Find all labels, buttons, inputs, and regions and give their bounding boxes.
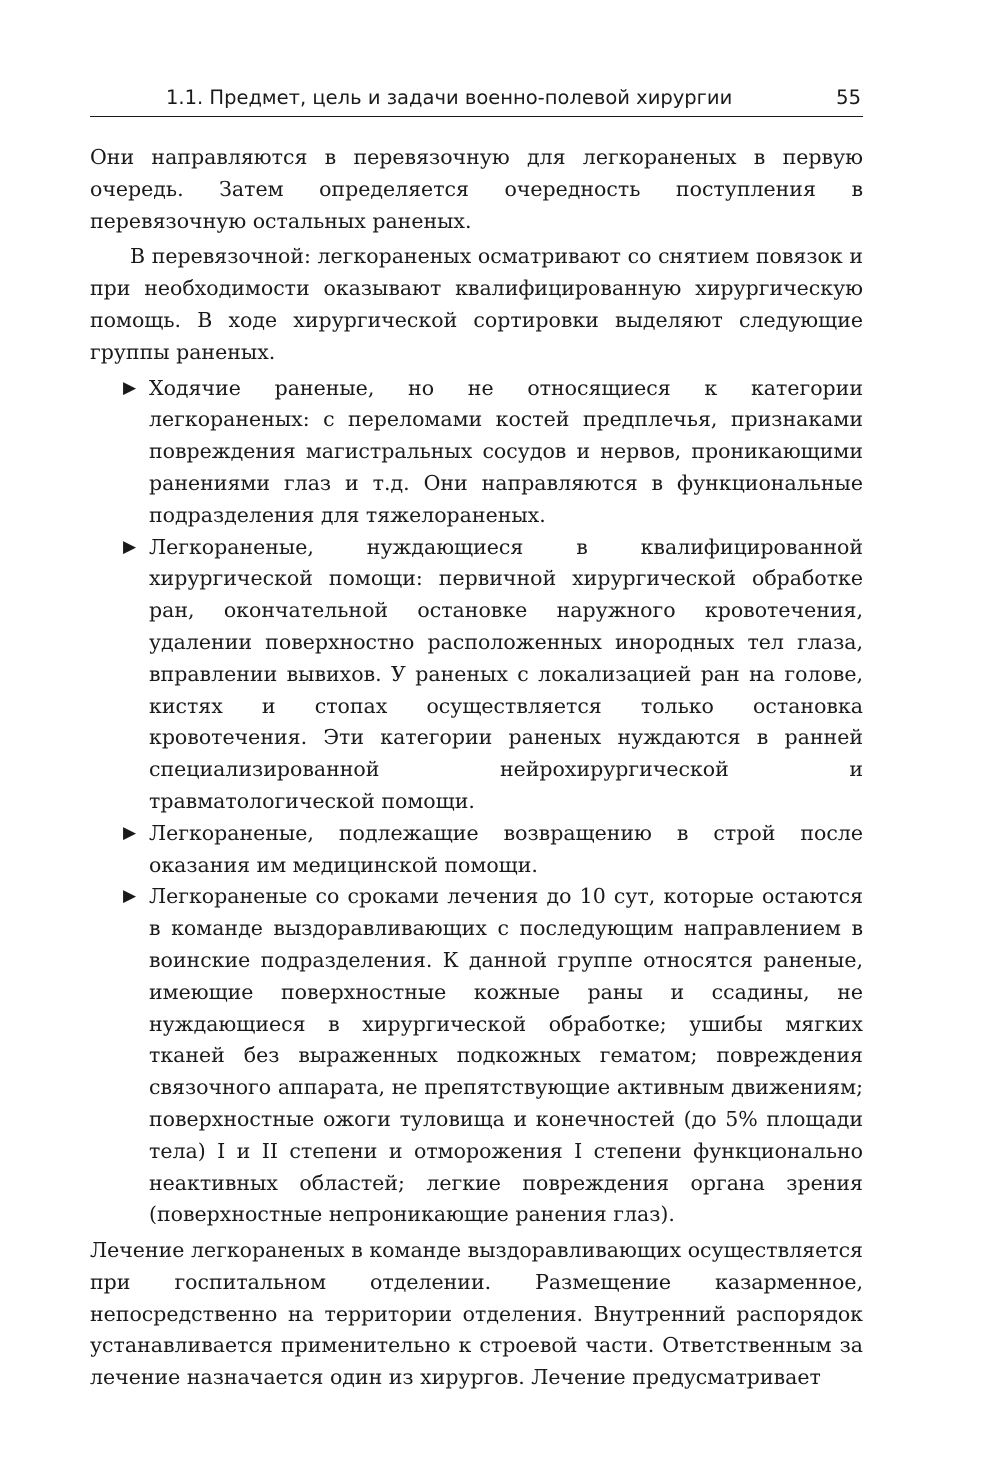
list-item-text: Легкораненые, нуждающиеся в квалифицированной хирургической помощи: первичной хирургической обработке ран, окончательной остановке наружного кровотечения, удалении поверхностно расположенных инородных тел глаза, вправлении вывихов. У раненых с локализацией ран на голове, кистях и стопах осуществляется только остановка кровотечения. Эти категории раненых нуждаются в ранней специализированной нейрохирургической и травматологической помощи.: [149, 534, 863, 813]
running-header: [90, 80, 863, 117]
list-item: [123, 881, 863, 1231]
section-title: 1.1. Предмет, цель и задачи военно-полевой хирургии: [166, 86, 733, 109]
paragraph-final: Лечение легкораненых в команде выздоравливающих осуществляется при госпитальном отделении. Размещение казарменное, непосредственно на территории отделения. Внутренний распорядок устанавливается применительно к строевой части. Ответственным за лечение назначается один из хирургов. Лечение предусматривает: [90, 1238, 863, 1390]
list-item-text: Легкораненые, подлежащие возвращению в строй после оказания им медицинской помощи.: [149, 820, 863, 877]
paragraph-2: В перевязочной: легкораненых осматривают со снятием повязок и при необходимости оказывают квалифицированную хирургическую помощь. В ходе хирургической сортировки выделяют следующие группы раненых.: [90, 244, 863, 364]
page-number: 55: [836, 86, 861, 109]
list-item-text: Легкораненые со сроками лечения до 10 сут, которые остаются в команде выздоравливающих с последующим направлением в воинские подразделения. К данной группе относятся раненые, имеющие поверхностные кожные раны и ссадины, не нуждающиеся в хирургической обработке; ушибы мягких тканей без выраженных подкожных гематом; повреждения связочного аппарата, не препятствующие активным движениям; поверхностные ожоги туловища и конечностей (до 5% площади тела) I и II степени и отморожения I степени функционально неактивных областей; легкие повреждения органа зрения (поверхностные непроникающие ранения глаз).: [149, 884, 863, 1227]
triangle-bullet-icon: ▶: [123, 536, 137, 557]
triage-groups-list: [90, 373, 863, 1232]
list-item-text: Ходячие раненые, но не относящиеся к категории легкораненых: с переломами костей предплечья, признаками повреждения магистральных сосудов и нервов, проникающими ранениями глаз и т.д. Они направляются в функциональные подразделения для тяжелораненых.: [149, 375, 863, 527]
list-item: [123, 532, 863, 818]
triangle-bullet-icon: ▶: [123, 886, 137, 907]
body-text: [90, 142, 863, 1394]
triangle-bullet-icon: ▶: [123, 377, 137, 398]
paragraph-1: Они направляются в перевязочную для легкораненых в первую очередь. Затем определяется очередность поступления в перевязочную остальных раненых.: [90, 145, 863, 233]
list-item: [123, 373, 863, 532]
list-item: [123, 818, 863, 882]
triangle-bullet-icon: ▶: [123, 822, 137, 843]
